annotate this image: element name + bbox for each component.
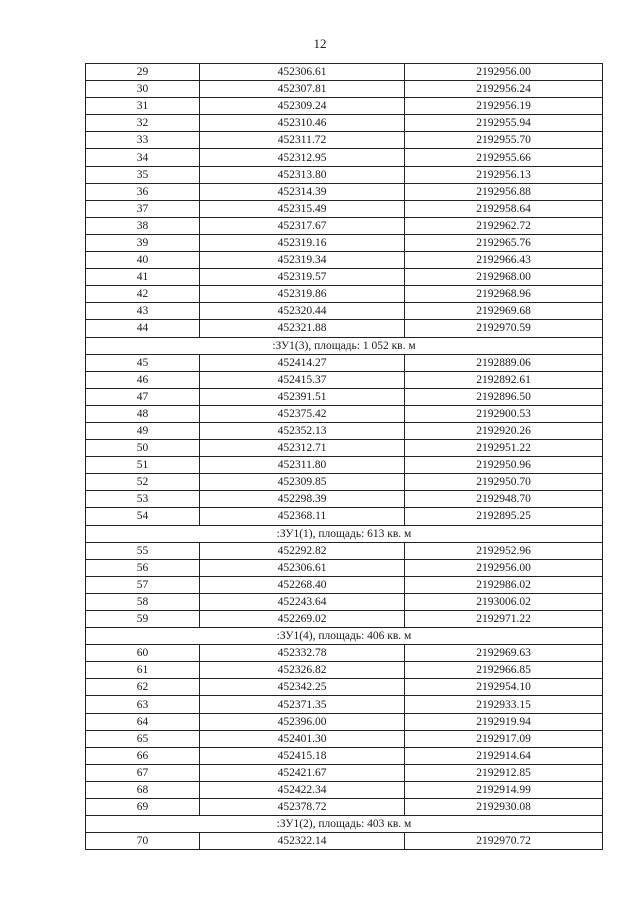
point-number-cell: 42 [86, 286, 200, 303]
table-row [86, 64, 603, 81]
table-row [86, 508, 603, 525]
point-number-cell: 50 [86, 440, 200, 457]
x-coordinate-cell: 452309.85 [200, 474, 405, 491]
table-row [86, 320, 603, 337]
table-row [86, 542, 603, 559]
table-row [86, 764, 603, 781]
point-number-cell: 54 [86, 508, 200, 525]
y-coordinate-cell: 2192962.72 [405, 217, 603, 234]
table-row [86, 98, 603, 115]
point-number-cell: 30 [86, 81, 200, 98]
point-number-cell: 61 [86, 662, 200, 679]
y-coordinate-cell: 2192971.22 [405, 611, 603, 628]
y-coordinate-cell: 2192970.72 [405, 833, 603, 850]
x-coordinate-cell: 452312.71 [200, 440, 405, 457]
x-coordinate-cell: 452414.27 [200, 354, 405, 371]
point-number-cell: 47 [86, 388, 200, 405]
x-coordinate-cell: 452292.82 [200, 542, 405, 559]
x-coordinate-cell: 452315.49 [200, 200, 405, 217]
y-coordinate-cell: 2192956.13 [405, 166, 603, 183]
x-coordinate-cell: 452322.14 [200, 833, 405, 850]
point-number-cell: 39 [86, 234, 200, 251]
y-coordinate-cell: 2192970.59 [405, 320, 603, 337]
x-coordinate-cell: 452310.46 [200, 115, 405, 132]
point-number-cell: 59 [86, 611, 200, 628]
y-coordinate-cell: 2192919.94 [405, 713, 603, 730]
table-row [86, 252, 603, 269]
y-coordinate-cell: 2192955.94 [405, 115, 603, 132]
table-row [86, 115, 603, 132]
table-row [86, 269, 603, 286]
point-number-cell: 58 [86, 593, 200, 610]
table-row [86, 183, 603, 200]
table-row [86, 457, 603, 474]
table-row [86, 679, 603, 696]
table-row [86, 388, 603, 405]
y-coordinate-cell: 2192900.53 [405, 405, 603, 422]
point-number-cell: 29 [86, 64, 200, 81]
table-row [86, 593, 603, 610]
point-number-cell: 53 [86, 491, 200, 508]
y-coordinate-cell: 2192954.10 [405, 679, 603, 696]
table-row [86, 149, 603, 166]
y-coordinate-cell: 2192968.00 [405, 269, 603, 286]
point-number-cell: 48 [86, 405, 200, 422]
table-row [86, 405, 603, 422]
table-row [86, 422, 603, 439]
table-row [86, 303, 603, 320]
point-number-cell: 69 [86, 799, 200, 816]
x-coordinate-cell: 452306.61 [200, 559, 405, 576]
point-number-cell: 49 [86, 422, 200, 439]
y-coordinate-cell: 2192956.24 [405, 81, 603, 98]
x-coordinate-cell: 452422.34 [200, 781, 405, 798]
x-coordinate-cell: 452421.67 [200, 764, 405, 781]
point-number-cell: 45 [86, 354, 200, 371]
x-coordinate-cell: 452378.72 [200, 799, 405, 816]
y-coordinate-cell: 2192956.19 [405, 98, 603, 115]
y-coordinate-cell: 2192952.96 [405, 542, 603, 559]
table-row [86, 371, 603, 388]
table-row [86, 440, 603, 457]
y-coordinate-cell: 2192958.64 [405, 200, 603, 217]
x-coordinate-cell: 452269.02 [200, 611, 405, 628]
point-number-cell: 66 [86, 747, 200, 764]
section-header-row [86, 525, 603, 542]
x-coordinate-cell: 452320.44 [200, 303, 405, 320]
table-row [86, 81, 603, 98]
y-coordinate-cell: 2192955.66 [405, 149, 603, 166]
point-number-cell: 56 [86, 559, 200, 576]
table-row [86, 132, 603, 149]
y-coordinate-cell: 2192956.00 [405, 64, 603, 81]
y-coordinate-cell: 2192889.06 [405, 354, 603, 371]
x-coordinate-cell: 452313.80 [200, 166, 405, 183]
section-header-row [86, 628, 603, 645]
table-row [86, 833, 603, 850]
table-row [86, 474, 603, 491]
point-number-cell: 52 [86, 474, 200, 491]
point-number-cell: 37 [86, 200, 200, 217]
table-row [86, 491, 603, 508]
y-coordinate-cell: 2192968.96 [405, 286, 603, 303]
y-coordinate-cell: 2192966.85 [405, 662, 603, 679]
point-number-cell: 57 [86, 576, 200, 593]
y-coordinate-cell: 2192969.63 [405, 645, 603, 662]
point-number-cell: 64 [86, 713, 200, 730]
x-coordinate-cell: 452311.80 [200, 457, 405, 474]
x-coordinate-cell: 452368.11 [200, 508, 405, 525]
table-row [86, 200, 603, 217]
y-coordinate-cell: 2192917.09 [405, 730, 603, 747]
x-coordinate-cell: 452321.88 [200, 320, 405, 337]
y-coordinate-cell: 2192956.00 [405, 559, 603, 576]
point-number-cell: 43 [86, 303, 200, 320]
section-label: :ЗУ1(2), площадь: 403 кв. м [86, 816, 603, 833]
section-header-row [86, 337, 603, 354]
point-number-cell: 70 [86, 833, 200, 850]
x-coordinate-cell: 452312.95 [200, 149, 405, 166]
x-coordinate-cell: 452371.35 [200, 696, 405, 713]
table-row [86, 781, 603, 798]
x-coordinate-cell: 452298.39 [200, 491, 405, 508]
table-row [86, 799, 603, 816]
x-coordinate-cell: 452311.72 [200, 132, 405, 149]
section-label: :ЗУ1(1), площадь: 613 кв. м [86, 525, 603, 542]
x-coordinate-cell: 452375.42 [200, 405, 405, 422]
point-number-cell: 62 [86, 679, 200, 696]
table-row [86, 696, 603, 713]
x-coordinate-cell: 452326.82 [200, 662, 405, 679]
point-number-cell: 51 [86, 457, 200, 474]
table-row [86, 354, 603, 371]
point-number-cell: 34 [86, 149, 200, 166]
y-coordinate-cell: 2192955.70 [405, 132, 603, 149]
point-number-cell: 68 [86, 781, 200, 798]
table-row [86, 611, 603, 628]
x-coordinate-cell: 452319.34 [200, 252, 405, 269]
y-coordinate-cell: 2192951.22 [405, 440, 603, 457]
x-coordinate-cell: 452342.25 [200, 679, 405, 696]
x-coordinate-cell: 452391.51 [200, 388, 405, 405]
point-number-cell: 40 [86, 252, 200, 269]
point-number-cell: 31 [86, 98, 200, 115]
section-label: :ЗУ1(4), площадь: 406 кв. м [86, 628, 603, 645]
y-coordinate-cell: 2192966.43 [405, 252, 603, 269]
x-coordinate-cell: 452309.24 [200, 98, 405, 115]
x-coordinate-cell: 452332.78 [200, 645, 405, 662]
coordinates-table-body [86, 64, 603, 850]
y-coordinate-cell: 2192920.26 [405, 422, 603, 439]
table-row [86, 234, 603, 251]
x-coordinate-cell: 452352.13 [200, 422, 405, 439]
page-number: 12 [313, 36, 327, 51]
point-number-cell: 65 [86, 730, 200, 747]
table-row [86, 559, 603, 576]
point-number-cell: 60 [86, 645, 200, 662]
table-row [86, 645, 603, 662]
table-row [86, 747, 603, 764]
x-coordinate-cell: 452415.37 [200, 371, 405, 388]
x-coordinate-cell: 452314.39 [200, 183, 405, 200]
point-number-cell: 36 [86, 183, 200, 200]
point-number-cell: 67 [86, 764, 200, 781]
table-row [86, 730, 603, 747]
point-number-cell: 63 [86, 696, 200, 713]
x-coordinate-cell: 452415.18 [200, 747, 405, 764]
point-number-cell: 33 [86, 132, 200, 149]
y-coordinate-cell: 2192914.99 [405, 781, 603, 798]
table-row [86, 166, 603, 183]
x-coordinate-cell: 452396.00 [200, 713, 405, 730]
y-coordinate-cell: 2192969.68 [405, 303, 603, 320]
y-coordinate-cell: 2193006.02 [405, 593, 603, 610]
coordinates-table [85, 63, 603, 850]
point-number-cell: 44 [86, 320, 200, 337]
table-row [86, 217, 603, 234]
table-row [86, 713, 603, 730]
y-coordinate-cell: 2192892.61 [405, 371, 603, 388]
point-number-cell: 32 [86, 115, 200, 132]
table-row [86, 286, 603, 303]
table-row [86, 662, 603, 679]
y-coordinate-cell: 2192914.64 [405, 747, 603, 764]
section-header-row [86, 816, 603, 833]
y-coordinate-cell: 2192965.76 [405, 234, 603, 251]
x-coordinate-cell: 452319.16 [200, 234, 405, 251]
x-coordinate-cell: 452319.57 [200, 269, 405, 286]
x-coordinate-cell: 452319.86 [200, 286, 405, 303]
section-label: :ЗУ1(3), площадь: 1 052 кв. м [86, 337, 603, 354]
point-number-cell: 41 [86, 269, 200, 286]
x-coordinate-cell: 452401.30 [200, 730, 405, 747]
point-number-cell: 55 [86, 542, 200, 559]
y-coordinate-cell: 2192956.88 [405, 183, 603, 200]
x-coordinate-cell: 452317.67 [200, 217, 405, 234]
table-row [86, 576, 603, 593]
x-coordinate-cell: 452307.81 [200, 81, 405, 98]
y-coordinate-cell: 2192986.02 [405, 576, 603, 593]
x-coordinate-cell: 452243.64 [200, 593, 405, 610]
point-number-cell: 38 [86, 217, 200, 234]
y-coordinate-cell: 2192895.25 [405, 508, 603, 525]
y-coordinate-cell: 2192930.08 [405, 799, 603, 816]
point-number-cell: 46 [86, 371, 200, 388]
y-coordinate-cell: 2192896.50 [405, 388, 603, 405]
y-coordinate-cell: 2192933.15 [405, 696, 603, 713]
x-coordinate-cell: 452306.61 [200, 64, 405, 81]
y-coordinate-cell: 2192912.85 [405, 764, 603, 781]
point-number-cell: 35 [86, 166, 200, 183]
y-coordinate-cell: 2192950.96 [405, 457, 603, 474]
y-coordinate-cell: 2192948.70 [405, 491, 603, 508]
x-coordinate-cell: 452268.40 [200, 576, 405, 593]
y-coordinate-cell: 2192950.70 [405, 474, 603, 491]
